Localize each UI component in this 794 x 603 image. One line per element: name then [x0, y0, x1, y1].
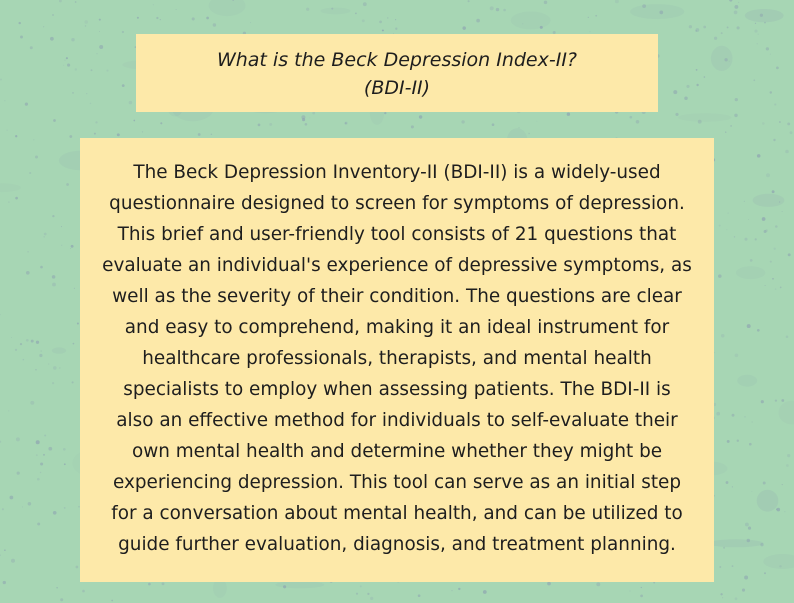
body-text-line: for a conversation about mental health, and can be utilized to: [111, 503, 683, 524]
body-text-line: questionnaire designed to screen for symptoms of depression.: [109, 193, 685, 214]
body-text-line: healthcare professionals, therapists, and mental health: [142, 348, 652, 369]
body-text-line: specialists to employ when assessing patients. The BDI-II is: [123, 379, 671, 400]
title-banner: [136, 34, 658, 112]
page-title: What is the Beck Depression Index-II?: [216, 49, 578, 71]
body-text-line: also an effective method for individuals to self-evaluate their: [116, 410, 678, 431]
body-text-line: This brief and user-friendly tool consists of 21 questions that: [117, 224, 677, 245]
body-text-line: evaluate an individual's experience of depressive symptoms, as: [102, 255, 692, 276]
body-text-line: well as the severity of their condition. The questions are clear: [112, 286, 682, 307]
body-text-line: own mental health and determine whether they might be: [131, 441, 663, 462]
page-subtitle: (BDI-II): [363, 77, 431, 99]
body-text-line: guide further evaluation, diagnosis, and treatment planning.: [118, 534, 676, 555]
body-text-line: The Beck Depression Inventory-II (BDI-II) is a widely-used: [133, 162, 661, 183]
description-panel: [80, 138, 714, 582]
body-text-line: experiencing depression. This tool can serve as an initial step: [112, 472, 682, 493]
body-text-line: and easy to comprehend, making it an ideal instrument for: [124, 317, 670, 338]
